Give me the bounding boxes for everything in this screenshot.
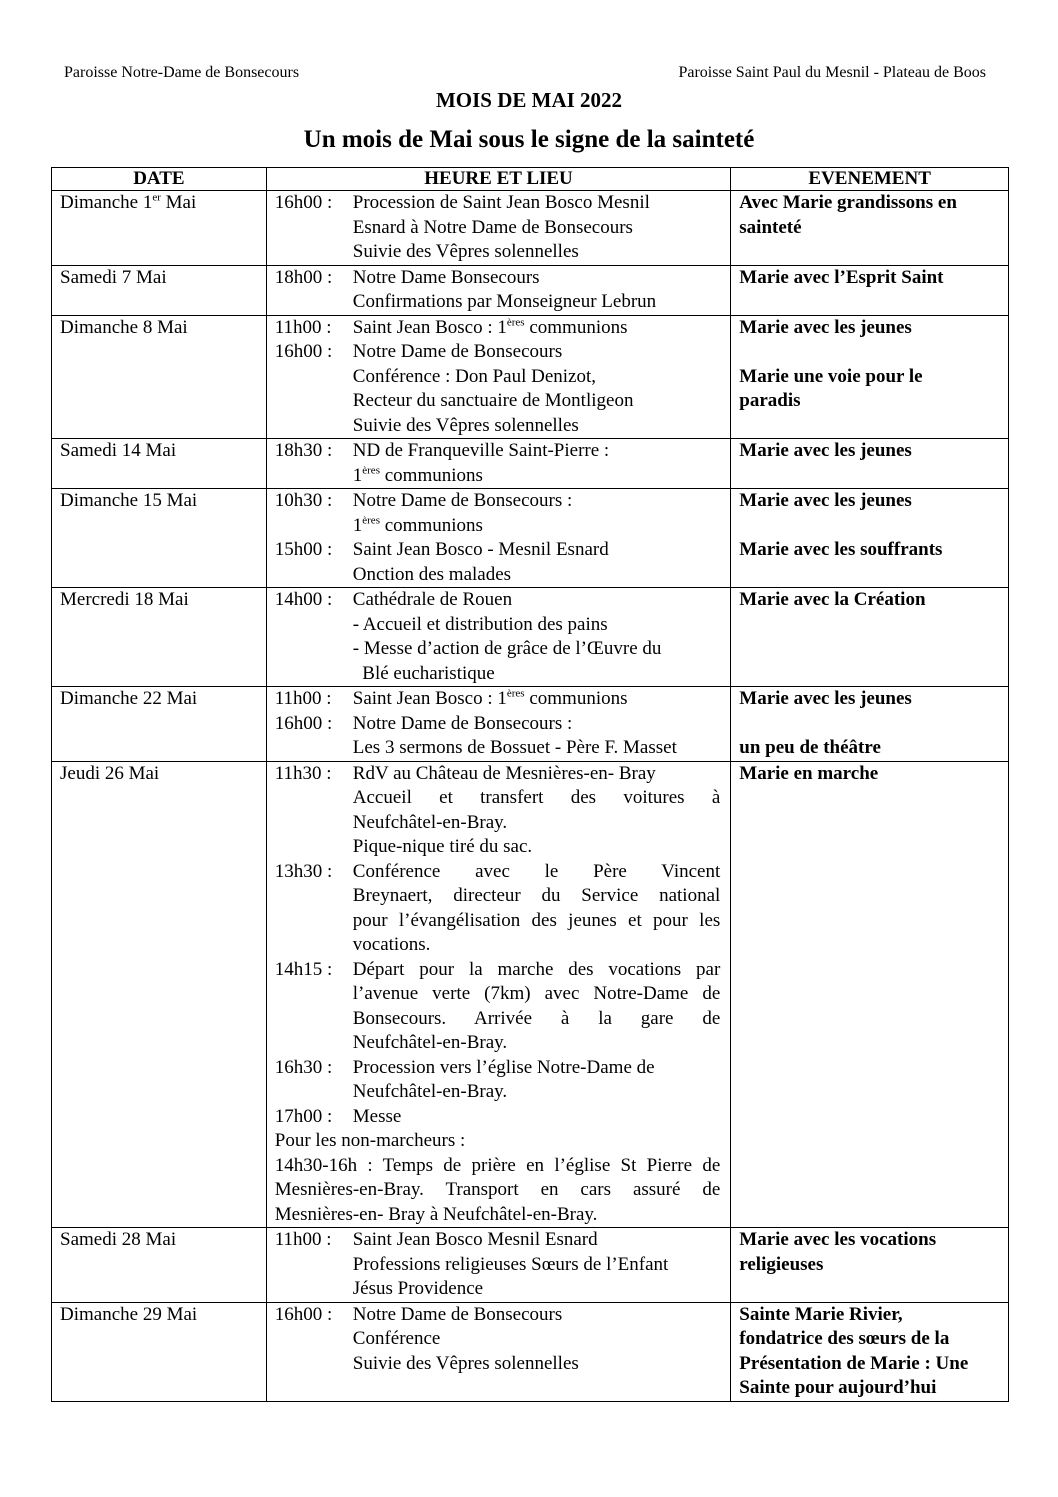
- date-text: Mai: [160, 192, 197, 213]
- date-text: Samedi 28 Mai: [60, 1229, 177, 1250]
- place-text: Blé eucharistique: [352, 662, 495, 684]
- time-label: 11h00 :: [274, 316, 332, 338]
- time-place-cell: [266, 687, 731, 762]
- time-label: 16h00 :: [274, 192, 333, 213]
- event-title: Marie avec les souffrants: [739, 539, 943, 560]
- event-cell: [731, 265, 1009, 315]
- date-text: Dimanche 15 Mai: [60, 490, 198, 511]
- time-place-cell: [266, 265, 731, 315]
- time-label: [275, 835, 353, 860]
- schedule-line: [275, 762, 721, 787]
- time-place-cell: [266, 439, 731, 489]
- place-text-part: communions: [524, 316, 628, 338]
- time-label: 10h30 :: [274, 490, 333, 511]
- place-text: Breynaert, directeur du Service national: [352, 885, 721, 906]
- place-text: [353, 464, 721, 489]
- place-text: - Messe d’action de grâce de l’Œuvre du: [352, 638, 662, 659]
- schedule-line: [275, 538, 721, 563]
- place-text: Notre Dame de Bonsecours: [352, 1303, 563, 1325]
- place-text: vocations.: [352, 934, 431, 955]
- place-text: RdV au Château de Mesnières-en- Bray: [352, 762, 656, 784]
- schedule-line: [275, 958, 721, 983]
- event-title: un peu de théâtre: [739, 737, 881, 758]
- schedule-line: [275, 216, 721, 241]
- schedule-line: [275, 290, 721, 315]
- place-text: Confirmations par Monseigneur Lebrun: [352, 291, 657, 312]
- schedule-line: [275, 637, 721, 662]
- schedule-line: [275, 1352, 721, 1377]
- schedule-line: [275, 712, 721, 737]
- event-cell: [731, 687, 1009, 762]
- schedule-line: [275, 1056, 721, 1081]
- schedule-line: [275, 835, 721, 860]
- table-row: [52, 687, 1009, 762]
- time-label: [275, 389, 353, 414]
- time-label: [275, 216, 353, 241]
- schedule-line: [275, 389, 721, 414]
- event-title: paradis: [739, 390, 801, 411]
- place-text: Saint Jean Bosco Mesnil Esnard: [352, 1229, 598, 1250]
- schedule-line: [275, 365, 721, 390]
- time-place-cell: [266, 588, 731, 687]
- event-title: Marie avec les vocations: [739, 1229, 937, 1250]
- place-text: Notre Dame de Bonsecours :: [352, 712, 573, 734]
- place-text: Les 3 sermons de Bossuet - Père F. Masset: [352, 737, 677, 758]
- note-line: Pour les non-marcheurs :: [274, 1130, 466, 1151]
- event-cell: [731, 1228, 1009, 1303]
- place-text: Notre Dame Bonsecours: [352, 266, 540, 288]
- place-text-part: 1: [352, 464, 363, 486]
- event-title: Présentation de Marie : Une: [739, 1352, 969, 1374]
- table-row: [52, 588, 1009, 687]
- event-title: sainteté: [739, 216, 802, 238]
- event-cell: [731, 489, 1009, 588]
- time-label: 11h00 :: [274, 1229, 332, 1250]
- event-cell: [731, 1302, 1009, 1401]
- page-title: MOIS DE MAI 2022: [435, 88, 623, 112]
- place-text: Neufchâtel-en-Bray.: [352, 1081, 508, 1102]
- event-title: Marie avec les jeunes: [739, 316, 912, 338]
- time-label: [275, 1277, 353, 1302]
- place-text: Procession de Saint Jean Bosco Mesnil: [352, 192, 650, 213]
- date-cell: [52, 588, 267, 687]
- place-text-part: Saint Jean Bosco : 1: [352, 688, 507, 709]
- place-text-part: communions: [524, 688, 628, 709]
- event-title: [739, 340, 1000, 365]
- date-text: Dimanche 22 Mai: [60, 688, 198, 709]
- time-label: [275, 1031, 353, 1056]
- time-label: [275, 884, 353, 909]
- time-label: 18h00 :: [274, 266, 333, 288]
- place-text-part: ères: [506, 316, 525, 329]
- time-place-cell: [266, 315, 731, 439]
- table-row: [52, 315, 1009, 439]
- event-title: Sainte Marie Rivier,: [739, 1303, 903, 1325]
- date-cell: [52, 439, 267, 489]
- date-text: Samedi 14 Mai: [60, 440, 177, 461]
- event-title: [739, 712, 1000, 737]
- date-text: Mercredi 18 Mai: [60, 589, 189, 610]
- header-left-parish: Paroisse Notre-Dame de Bonsecours: [64, 64, 300, 81]
- event-title: Marie en marche: [739, 762, 879, 784]
- schedule-line: [275, 191, 721, 216]
- schedule-line: [275, 613, 721, 638]
- schedule-line: [275, 1277, 721, 1302]
- time-label: [275, 414, 353, 439]
- place-text: Suivie des Vêpres solennelles: [352, 241, 579, 262]
- date-cell: [52, 191, 267, 266]
- time-label: [275, 1352, 353, 1377]
- schedule-line: [275, 1007, 721, 1032]
- place-text: Notre Dame de Bonsecours :: [352, 490, 573, 511]
- schedule-line: [275, 662, 721, 687]
- time-label: [275, 240, 353, 265]
- time-label: 11h30 :: [274, 762, 332, 784]
- place-text: Pique-nique tiré du sac.: [352, 836, 533, 857]
- schedule-line: [275, 316, 721, 341]
- place-text: - Accueil et distribution des pains: [352, 613, 608, 635]
- place-text: l’avenue verte (7km) avec Notre-Dame de: [352, 983, 721, 1004]
- event-cell: [731, 315, 1009, 439]
- table-row: [52, 489, 1009, 588]
- time-label: 18h30 :: [274, 440, 333, 461]
- table-row: [52, 265, 1009, 315]
- place-text: Suivie des Vêpres solennelles: [352, 414, 579, 436]
- place-text: Conférence avec le Père Vincent: [352, 860, 721, 882]
- event-cell: [731, 588, 1009, 687]
- place-text: Conférence: [352, 1328, 441, 1349]
- schedule-line: [275, 514, 721, 539]
- event-title: Marie avec les jeunes: [739, 490, 912, 511]
- time-label: [275, 1327, 353, 1352]
- time-label: 15h00 :: [274, 539, 333, 560]
- date-cell: [52, 761, 267, 1228]
- place-text: Départ pour la marche des vocations par: [352, 958, 721, 980]
- place-text: Neufchâtel-en-Bray.: [352, 1032, 508, 1053]
- date-cell: [52, 1228, 267, 1303]
- table-row: [52, 761, 1009, 1228]
- schedule-line: [275, 1327, 721, 1352]
- place-text-part: Saint Jean Bosco : 1: [352, 316, 507, 338]
- schedule-line: [275, 340, 721, 365]
- time-label: [275, 563, 353, 588]
- place-text: pour l’évangélisation des jeunes et pour les: [352, 909, 721, 931]
- time-label: [275, 662, 353, 687]
- note-line: Mesnières-en-Bray. Transport en cars assuré de: [274, 1179, 721, 1200]
- schedule-line: [275, 1105, 721, 1130]
- schedule-line: [275, 687, 721, 712]
- place-text-part: ères: [362, 464, 380, 477]
- schedule-line: [275, 240, 721, 265]
- date-text: Dimanche 1: [60, 192, 153, 213]
- schedule-line: [275, 439, 721, 464]
- place-text: [353, 514, 721, 539]
- schedule-line: [275, 563, 721, 588]
- note-line: 14h30-16h : Temps de prière en l’église St Pierre de: [274, 1154, 721, 1176]
- date-cell: [52, 265, 267, 315]
- time-label: 16h00 :: [274, 712, 333, 734]
- time-label: [275, 982, 353, 1007]
- event-cell: [731, 439, 1009, 489]
- time-label: [275, 637, 353, 662]
- time-label: [275, 290, 353, 315]
- place-text: Jésus Providence: [352, 1278, 484, 1299]
- date-cell: [52, 489, 267, 588]
- column-header-evenement: EVENEMENT: [731, 168, 1009, 191]
- place-text-part: 1: [352, 514, 363, 536]
- schedule-line: [275, 909, 721, 934]
- place-text-part: ères: [362, 514, 380, 527]
- date-text: Jeudi 26 Mai: [60, 762, 160, 784]
- time-label: [275, 613, 353, 638]
- schedule-line: [275, 884, 721, 909]
- date-cell: [52, 1302, 267, 1401]
- time-label: [275, 786, 353, 811]
- event-cell: [731, 761, 1009, 1228]
- date-text: er: [152, 191, 161, 204]
- place-text-part: ères: [506, 687, 525, 700]
- time-label: 16h30 :: [274, 1056, 333, 1078]
- schedule-line: [275, 982, 721, 1007]
- place-text-part: communions: [379, 514, 483, 536]
- date-text: Dimanche 29 Mai: [60, 1303, 198, 1325]
- schedule-line: [275, 811, 721, 836]
- header-right-parish: Paroisse Saint Paul du Mesnil - Plateau de Boos: [678, 64, 986, 81]
- time-label: [275, 933, 353, 958]
- time-label: [275, 514, 353, 539]
- date-text: Dimanche 8 Mai: [60, 316, 188, 338]
- place-text: Notre Dame de Bonsecours: [352, 341, 563, 362]
- place-text: Onction des malades: [352, 563, 512, 585]
- schedule-line: [275, 933, 721, 958]
- place-text: Messe: [352, 1105, 402, 1127]
- time-label: 14h15 :: [274, 958, 333, 980]
- event-title: Avec Marie grandissons en: [739, 192, 957, 213]
- time-label: 16h00 :: [274, 341, 333, 362]
- schedule-line: [275, 1303, 721, 1328]
- event-cell: [731, 191, 1009, 266]
- place-text-part: communions: [379, 464, 483, 486]
- time-label: [275, 1080, 353, 1105]
- place-text: [353, 316, 721, 341]
- place-text: Professions religieuses Sœurs de l’Enfant: [352, 1253, 669, 1275]
- event-title: Marie avec les jeunes: [739, 440, 912, 461]
- date-cell: [52, 687, 267, 762]
- place-text: Saint Jean Bosco - Mesnil Esnard: [352, 539, 609, 560]
- time-place-cell: [266, 1228, 731, 1303]
- note-line: Mesnières-en- Bray à Neufchâtel-en-Bray.: [274, 1203, 598, 1225]
- time-label: 11h00 :: [274, 688, 332, 709]
- place-text: Esnard à Notre Dame de Bonsecours: [352, 216, 633, 238]
- date-text: Samedi 7 Mai: [60, 266, 167, 288]
- schedule-line: [275, 588, 721, 613]
- event-title: Sainte pour aujourd’hui: [739, 1377, 937, 1398]
- time-label: 17h00 :: [274, 1105, 333, 1127]
- event-title: Marie avec la Création: [739, 589, 926, 610]
- schedule-line: [275, 1228, 721, 1253]
- time-label: [275, 811, 353, 836]
- event-title: Marie une voie pour le: [739, 365, 923, 387]
- column-header-date: DATE: [52, 168, 267, 191]
- place-text: Accueil et transfert des voitures à: [352, 787, 721, 808]
- time-label: [275, 365, 353, 390]
- schedule-line: [275, 1253, 721, 1278]
- time-label: [275, 909, 353, 934]
- place-text: Suivie des Vêpres solennelles: [352, 1352, 579, 1374]
- time-place-cell: [266, 191, 731, 266]
- place-text: Recteur du sanctuaire de Montligeon: [352, 390, 634, 411]
- time-label: [275, 1007, 353, 1032]
- event-title: fondatrice des sœurs de la: [739, 1328, 950, 1349]
- schedule-line: [275, 786, 721, 811]
- schedule-line: [275, 860, 721, 885]
- table-row: [52, 191, 1009, 266]
- time-label: 13h30 :: [274, 860, 333, 882]
- time-label: [275, 1253, 353, 1278]
- event-title: religieuses: [739, 1253, 824, 1275]
- schedule-line: [275, 1080, 721, 1105]
- place-text: Neufchâtel-en-Bray.: [352, 811, 508, 833]
- schedule-line: [275, 266, 721, 291]
- place-text: Cathédrale de Rouen: [352, 589, 513, 610]
- table-row: [52, 1302, 1009, 1401]
- time-label: [275, 736, 353, 761]
- table-header-row: [52, 168, 1009, 191]
- event-title: [739, 514, 1000, 539]
- place-text: [353, 687, 721, 712]
- table-row: [52, 1228, 1009, 1303]
- place-text: Procession vers l’église Notre-Dame de: [352, 1056, 655, 1078]
- column-header-heure-et-lieu: HEURE ET LIEU: [266, 168, 731, 191]
- event-title: Marie avec l’Esprit Saint: [739, 266, 944, 288]
- time-place-cell: [266, 489, 731, 588]
- page-subtitle: Un mois de Mai sous le signe de la sainteté: [303, 126, 755, 153]
- table-row: [52, 439, 1009, 489]
- schedule-line: [275, 489, 721, 514]
- place-text: Bonsecours. Arrivée à la gare de: [352, 1007, 721, 1029]
- schedule-line: [275, 414, 721, 439]
- time-label: 14h00 :: [274, 589, 333, 610]
- time-label: [275, 464, 353, 489]
- schedule-line: [275, 736, 721, 761]
- date-cell: [52, 315, 267, 439]
- time-label: 16h00 :: [274, 1303, 333, 1325]
- place-text: Conférence : Don Paul Denizot,: [352, 365, 596, 387]
- place-text: ND de Franqueville Saint-Pierre :: [352, 440, 610, 461]
- schedule-line: [275, 1031, 721, 1056]
- schedule-line: [275, 464, 721, 489]
- event-title: Marie avec les jeunes: [739, 688, 912, 709]
- schedule-table: [51, 167, 1009, 1402]
- time-place-cell: [266, 761, 731, 1228]
- time-place-cell: [266, 1302, 731, 1401]
